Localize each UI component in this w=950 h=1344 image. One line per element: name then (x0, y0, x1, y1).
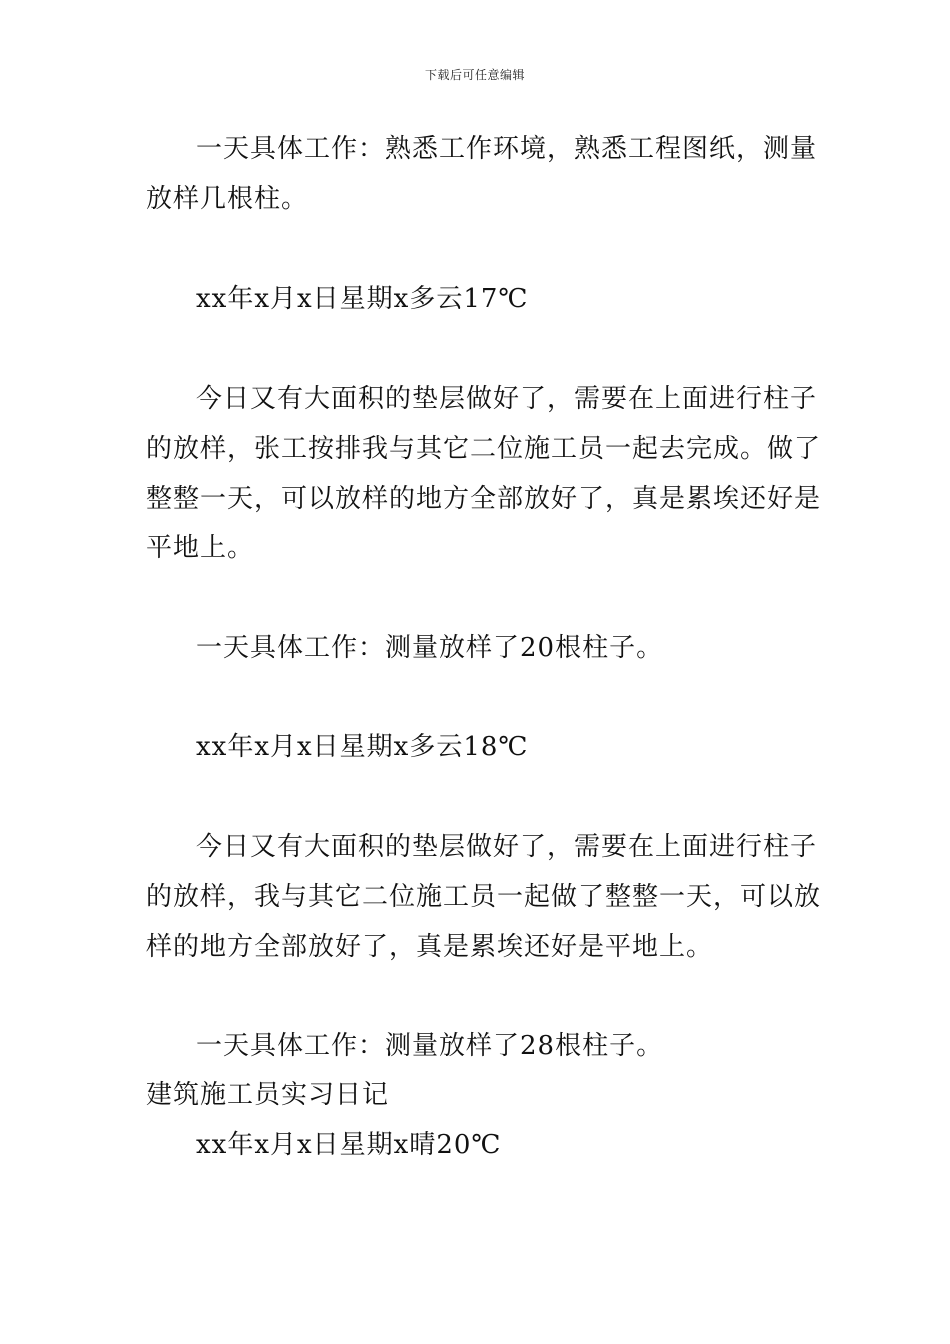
diary-date-line: xx年x月x日星期x多云18℃ (196, 732, 529, 762)
diary-date-line: xx年x月x日星期x晴20℃ (196, 1130, 502, 1160)
paragraph-line: 的放样，我与其它二位施工员一起做了整整一天，可以放 (146, 882, 822, 912)
paragraph-line: 样的地方全部放好了，真是累埃还好是平地上。 (146, 932, 714, 962)
paragraph-line: 一天具体工作：熟悉工作环境，熟悉工程图纸，测量 (196, 134, 818, 164)
page-header: 下载后可任意编辑 (424, 68, 525, 82)
paragraph-line: 放样几根柱。 (146, 184, 309, 214)
paragraph-line: 整整一天，可以放样的地方全部放好了，真是累埃还好是 (146, 484, 822, 514)
paragraph-line: 一天具体工作：测量放样了20根柱子。 (196, 633, 664, 663)
paragraph-line: 今日又有大面积的垫层做好了，需要在上面进行柱子 (196, 832, 818, 862)
paragraph-line: 的放样，张工按排我与其它二位施工员一起去完成。做了 (146, 434, 822, 464)
section-title: 建筑施工员实习日记 (146, 1080, 390, 1110)
paragraph-line: 平地上。 (146, 533, 255, 563)
paragraph-line: 今日又有大面积的垫层做好了，需要在上面进行柱子 (196, 384, 818, 414)
diary-date-line: xx年x月x日星期x多云17℃ (196, 284, 529, 314)
paragraph-line: 一天具体工作：测量放样了28根柱子。 (196, 1031, 664, 1061)
